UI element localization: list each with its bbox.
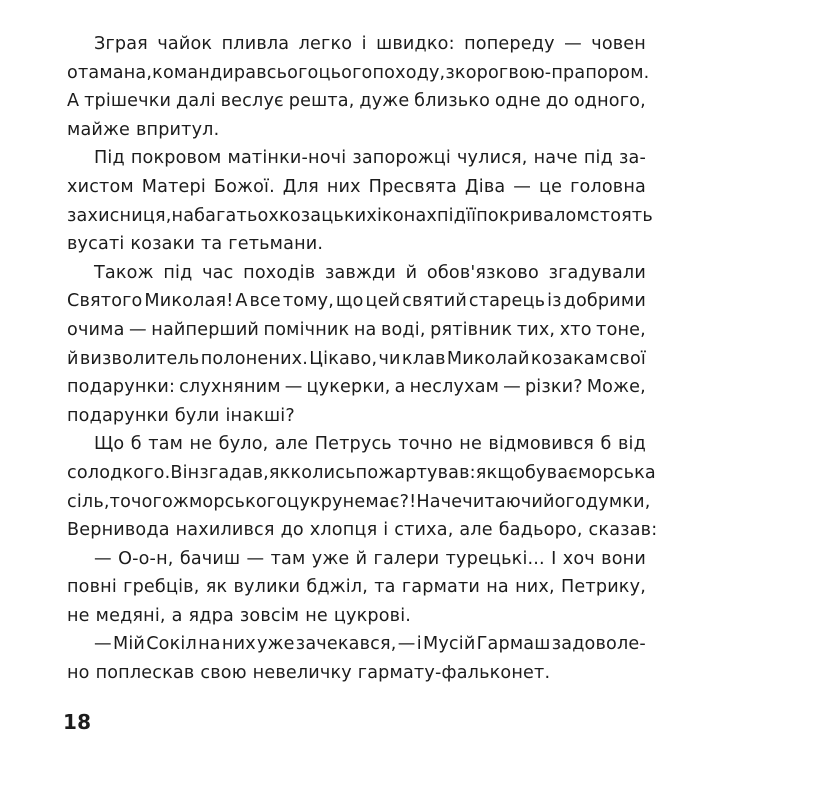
word: а [394,377,406,398]
text-line [67,202,653,231]
word: Зграя [94,34,148,54]
word: головна [570,176,646,197]
text-line: но поплескав свою невеличку гармату-фальконет. [67,663,551,684]
word: згадували [548,262,646,283]
word: чулися, [456,148,528,169]
word: матінки-ночі [227,148,347,169]
word: то [109,491,132,512]
text-line [67,259,646,288]
word: — [94,548,112,569]
text-line [67,573,646,602]
word: під [436,205,467,226]
word: решта, [288,91,355,112]
word: полонених. [200,348,309,369]
word: але [274,434,309,455]
word: них [326,176,361,197]
text-line [67,373,646,402]
word: якщо [475,462,526,483]
word: обов'язково [426,262,539,283]
word: Може, [586,377,646,398]
word: за- [618,148,646,169]
word: що [335,291,364,312]
word: — [94,634,112,655]
word: всього [256,62,319,83]
word: помічник [263,319,350,340]
word: немає?! [342,491,417,512]
text-line: подарунки були інакші? [67,405,295,426]
word: близько [414,91,491,112]
word: чайок [157,34,213,54]
word: точно [398,434,453,455]
word: них, [515,577,555,598]
text-line [67,430,646,459]
word: командира [152,62,257,83]
word: слухняним [179,377,281,398]
word: гармати [401,577,481,598]
word: до [545,91,569,112]
word: цей [365,291,401,312]
word: хистом [67,176,134,197]
word: Святого [67,291,143,312]
word: хоч [562,548,595,569]
word: швидко: [376,34,455,54]
word: подарунки: [67,377,176,398]
word: Божої. [213,176,275,197]
word: Що [94,434,125,455]
word: одного, [573,91,646,112]
word: як [268,462,291,483]
word: Він [170,462,200,483]
word: рятівник [430,319,513,340]
word: морського [188,491,288,512]
word: вони [601,548,646,569]
word: відмовився [488,434,595,455]
word: Під [94,148,125,169]
word: козакам [530,348,609,369]
text-line [67,59,650,88]
word: згадав, [199,462,269,483]
word: човен [591,34,646,54]
word: бджіл, [306,577,368,598]
word: та [374,577,396,598]
word: походів [243,262,316,283]
text-line: не медяні, а ядра зовсім не цукрові. [67,605,412,626]
word: легко [298,34,353,54]
word: як [205,577,228,598]
word: чи [378,348,401,369]
word: хто [559,319,592,340]
word: Пресвята [368,176,457,197]
word: цукерки, [306,377,391,398]
word: її [466,205,477,226]
word: Петрусь [314,434,392,455]
word: визволитель [79,348,200,369]
word: під [163,262,193,283]
word: цього [318,62,373,83]
word: І [551,548,557,569]
word: турецькі... [445,548,545,569]
word: наче [533,148,578,169]
word: клав [401,348,446,369]
word: них [221,634,256,655]
word: на [171,205,195,226]
word: і [416,634,422,655]
word: дуже [359,91,410,112]
word: б [130,434,142,455]
word: покровом [130,148,222,169]
word: не [189,434,213,455]
word: Петрику, [561,577,646,598]
word: свої [609,348,646,369]
paragraph [67,259,646,431]
word: було, [218,434,269,455]
word: чого [131,491,173,512]
text-line [67,316,646,345]
word: Також [94,262,154,283]
word: бачиш [179,548,241,569]
word: Миколай [446,348,530,369]
word: тих, [516,319,556,340]
word: іконах [376,205,437,226]
word: буває [525,462,578,483]
word: це [538,176,563,197]
word: запорожці [352,148,451,169]
word: А [67,91,80,112]
word: очима [67,319,125,340]
text-line [67,545,646,574]
page-number: 18 [63,710,92,734]
word: на [198,634,221,655]
word: попереду [464,34,555,54]
word: трішечки [84,91,172,112]
paragraph [67,30,650,144]
text-line [67,287,646,316]
word: добрими [563,291,646,312]
word: на [353,319,377,340]
text-line: вусаті козаки та гетьмани. [67,234,324,255]
word: Діва [464,176,506,197]
word: там [148,434,184,455]
word: не [459,434,482,455]
word: далі [176,91,216,112]
word: козацьких [279,205,377,226]
word: там [270,548,306,569]
word: пожартував: [355,462,476,483]
word: на [486,577,509,598]
word: повні [67,577,117,598]
word: солодкого. [67,462,171,483]
word: уже [311,548,350,569]
word: покривалом [476,205,590,226]
word: під [583,148,613,169]
word: читаючи [462,491,543,512]
word: тоне, [596,319,646,340]
text-line [67,630,646,659]
text-line [67,459,656,488]
word: Для [282,176,319,197]
word: із [547,291,562,312]
paragraph [67,630,646,687]
word: Наче [416,491,463,512]
paragraph [67,430,658,544]
word: — [129,319,147,340]
text-line [67,30,646,59]
word: захисниця, [67,205,172,226]
word: й [67,348,79,369]
word: цукру [287,491,343,512]
word: його [543,491,586,512]
word: з [445,62,455,83]
text-line: Вернивода нахилився до хлопця і стиха, але бадьоро, сказав: [67,520,658,541]
word: отамана, [67,62,153,83]
word: зачекався, [295,634,397,655]
word: морська [577,462,656,483]
word: святий [402,291,467,312]
text-line [67,488,651,517]
text-line [67,144,646,173]
word: тому, [282,291,334,312]
word: найперший [151,319,260,340]
word: колись [290,462,356,483]
word: вулики [233,577,301,598]
word: — [284,377,303,398]
word: Гармаш [476,634,551,655]
word: уже [256,634,295,655]
word: походу, [372,62,446,83]
word: галери [373,548,440,569]
word: Миколая! [144,291,234,312]
text-line [67,87,646,116]
word: А [235,291,248,312]
word: Сокіл [146,634,197,655]
word: сіль, [67,491,110,512]
page-text-block [67,30,658,688]
word: і [361,34,367,54]
word: ж [172,491,189,512]
word: веслує [220,91,284,112]
word: завжди [324,262,396,283]
word: час [202,262,234,283]
word: корогвою-прапором. [454,62,650,83]
word: й [405,262,418,283]
word: — [397,634,416,655]
word: Мусій [422,634,476,655]
text-line: майже впритул. [67,119,220,140]
word: воді, [380,319,426,340]
word: стоять [589,205,653,226]
text-line [67,345,646,374]
paragraph [67,545,646,631]
word: гребців, [123,577,200,598]
word: старець [468,291,546,312]
word: задоволе- [551,634,646,655]
word: неслухам [409,377,500,398]
paragraph [67,144,653,258]
word: думки, [585,491,651,512]
word: — [503,377,521,398]
word: багатьох [194,205,280,226]
word: одне [494,91,541,112]
word: — [246,548,265,569]
word: — [564,34,582,54]
word: О-о-н, [118,548,174,569]
word: Цікаво, [309,348,378,369]
word: Матері [141,176,206,197]
word: й [355,548,368,569]
word: пливла [221,34,290,54]
text-line [67,173,646,202]
word: Мій [112,634,145,655]
word: б [600,434,612,455]
word: — [513,176,532,197]
word: різки? [524,377,583,398]
word: все [249,291,281,312]
word: від [617,434,646,455]
